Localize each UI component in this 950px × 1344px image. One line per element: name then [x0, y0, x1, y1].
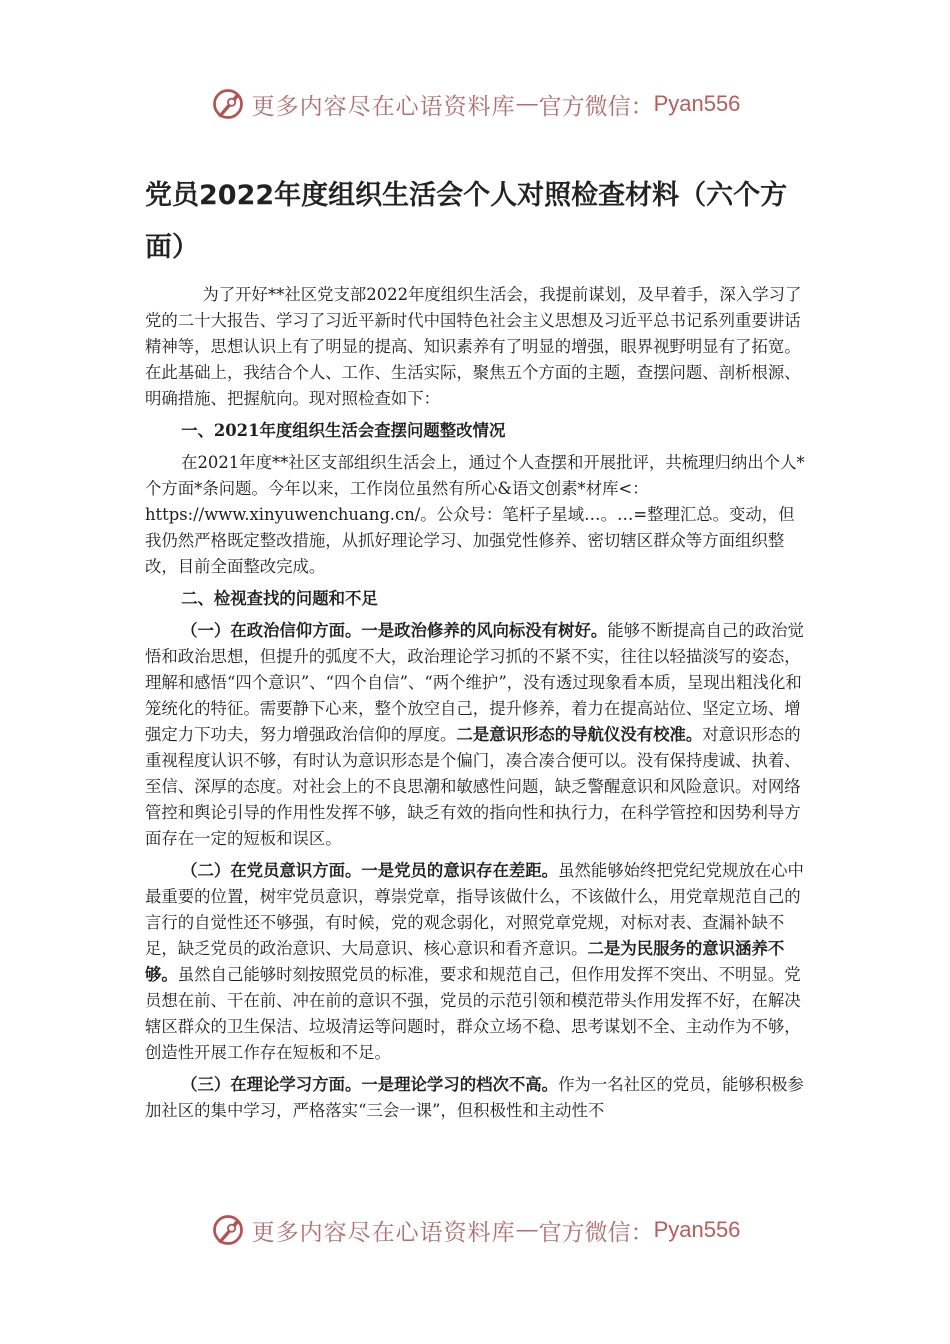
footer-banner: [0, 1208, 950, 1252]
item-political-belief: [145, 618, 810, 852]
banner-text: 更多内容尽在心语资料库: [251, 1219, 516, 1246]
section1-heading: 一、2021年度组织生活会查摆问题整改情况: [181, 421, 506, 440]
pen-logo-icon: [210, 86, 246, 122]
banner-separator: —: [515, 1217, 539, 1243]
document-title: 党员2022年度组织生活会个人对照检查材料（六个方面）: [145, 180, 788, 263]
item-text: 能够不断提高自己的政治觉悟和政治思想，但提升的弧度不大，政治理论学习抓的不紧不实，往往以轻描淡写的姿态，理解和感悟“四个意识”、“四个自信”、“两个维护”，没有透过现象看本质，呈现出粗浅化和笼统化的特征。需要静下心来，整个放空自己，提升修养，着力在提高站位、坚定立场、增强定力下功夫，努力增强政治信仰的厚度。: [145, 621, 804, 744]
banner-wechat-id: Pyan556: [653, 1217, 741, 1242]
intro-paragraph: 为了开好**社区党支部2022年度组织生活会，我提前谋划，及早着手，深入学习了党的二十大报告、学习了习近平新时代中国特色社会主义思想及习近平总书记系列重要讲话精神等，思想认识上有了明显的提高、知识素养有了明显的增强，眼界视野明显有了拓宽。在此基础上，我结合个人、工作、生活实际，聚焦五个方面的主题，查摆问题、剖析根源、明确措施、把握航向。现对照检查如下：: [145, 285, 802, 408]
banner-wechat-label: 官方微信：: [538, 93, 654, 120]
document-body: [145, 282, 810, 1124]
item-lead2: 二是为民服务的意识涵养不够。: [145, 939, 785, 984]
item-lead: （二）在党员意识方面。一是党员的意识存在差距。: [181, 861, 559, 880]
item-theory-study: [145, 1072, 810, 1124]
pen-logo-icon: [210, 1212, 246, 1248]
item-text2: 虽然自己能够时刻按照党员的标准，要求和规范自己，但作用发挥不突出、不明显。党员想在前、干在前、冲在前的意识不强，党员的示范引领和模范带头作用发挥不好，在解决辖区群众的卫生保洁、垃圾清运等问题时，群众立场不稳、思考谋划不全、主动作为不够，创造性开展工作存在短板和不足。: [145, 965, 801, 1062]
item-lead: （三）在理论学习方面。一是理论学习的档次不高。: [181, 1075, 559, 1094]
section2-heading: 二、检视查找的问题和不足: [181, 589, 378, 608]
section1-paragraph: 在2021年度**社区支部组织生活会上，通过个人查摆和开展批评，共梳理归纳出个人*个方面*条问题。今年以来，工作岗位虽然有所心&语文创素*材库<：https://www.xinyuwenchuang.cn/。公众号：笔杆子星域…。…=整理汇总。变动，但我仍然严格既定整改措施，从抓好理论学习、加强党性修养、密切辖区群众等方面组织整改，目前全面整改完成。: [145, 453, 805, 576]
item-text2: 对意识形态的重视程度认识不够，有时认为意识形态是个偏门，凑合凑合便可以。没有保持虔诚、执着、至信、深厚的态度。对社会上的不良思潮和敏感性问题，缺乏警醒意识和风险意识。对网络管控和舆论引导的作用性发挥不够，缺乏有效的指向性和执行力，在科学管控和因势利导方面存在一定的短板和误区。: [145, 725, 801, 848]
item-lead2: 二是意识形态的导航仪没有校准。: [456, 725, 703, 744]
item-party-awareness: [145, 858, 810, 1066]
item-lead: （一）在政治信仰方面。一是政治修养的风向标没有树好。: [181, 621, 608, 640]
item-text: 作为一名社区的党员，能够积极参加社区的集中学习，严格落实“三会一课”，但积极性和主动性不: [145, 1075, 804, 1120]
banner-wechat-label: 官方微信：: [538, 1219, 654, 1246]
header-banner: [0, 82, 950, 126]
banner-wechat-id: Pyan556: [653, 91, 741, 116]
item-text: 虽然能够始终把党纪党规放在心中最重要的位置，树牢党员意识，尊崇党章，指导该做什么，不该做什么，用党章规范自己的言行的自觉性还不够强，有时候，党的观念弱化，对照党章党规，对标对表、查漏补缺不足，缺乏党员的政治意识、大局意识、核心意识和看齐意识。: [145, 861, 804, 958]
banner-text: 更多内容尽在心语资料库: [251, 93, 516, 120]
banner-separator: —: [515, 91, 539, 117]
